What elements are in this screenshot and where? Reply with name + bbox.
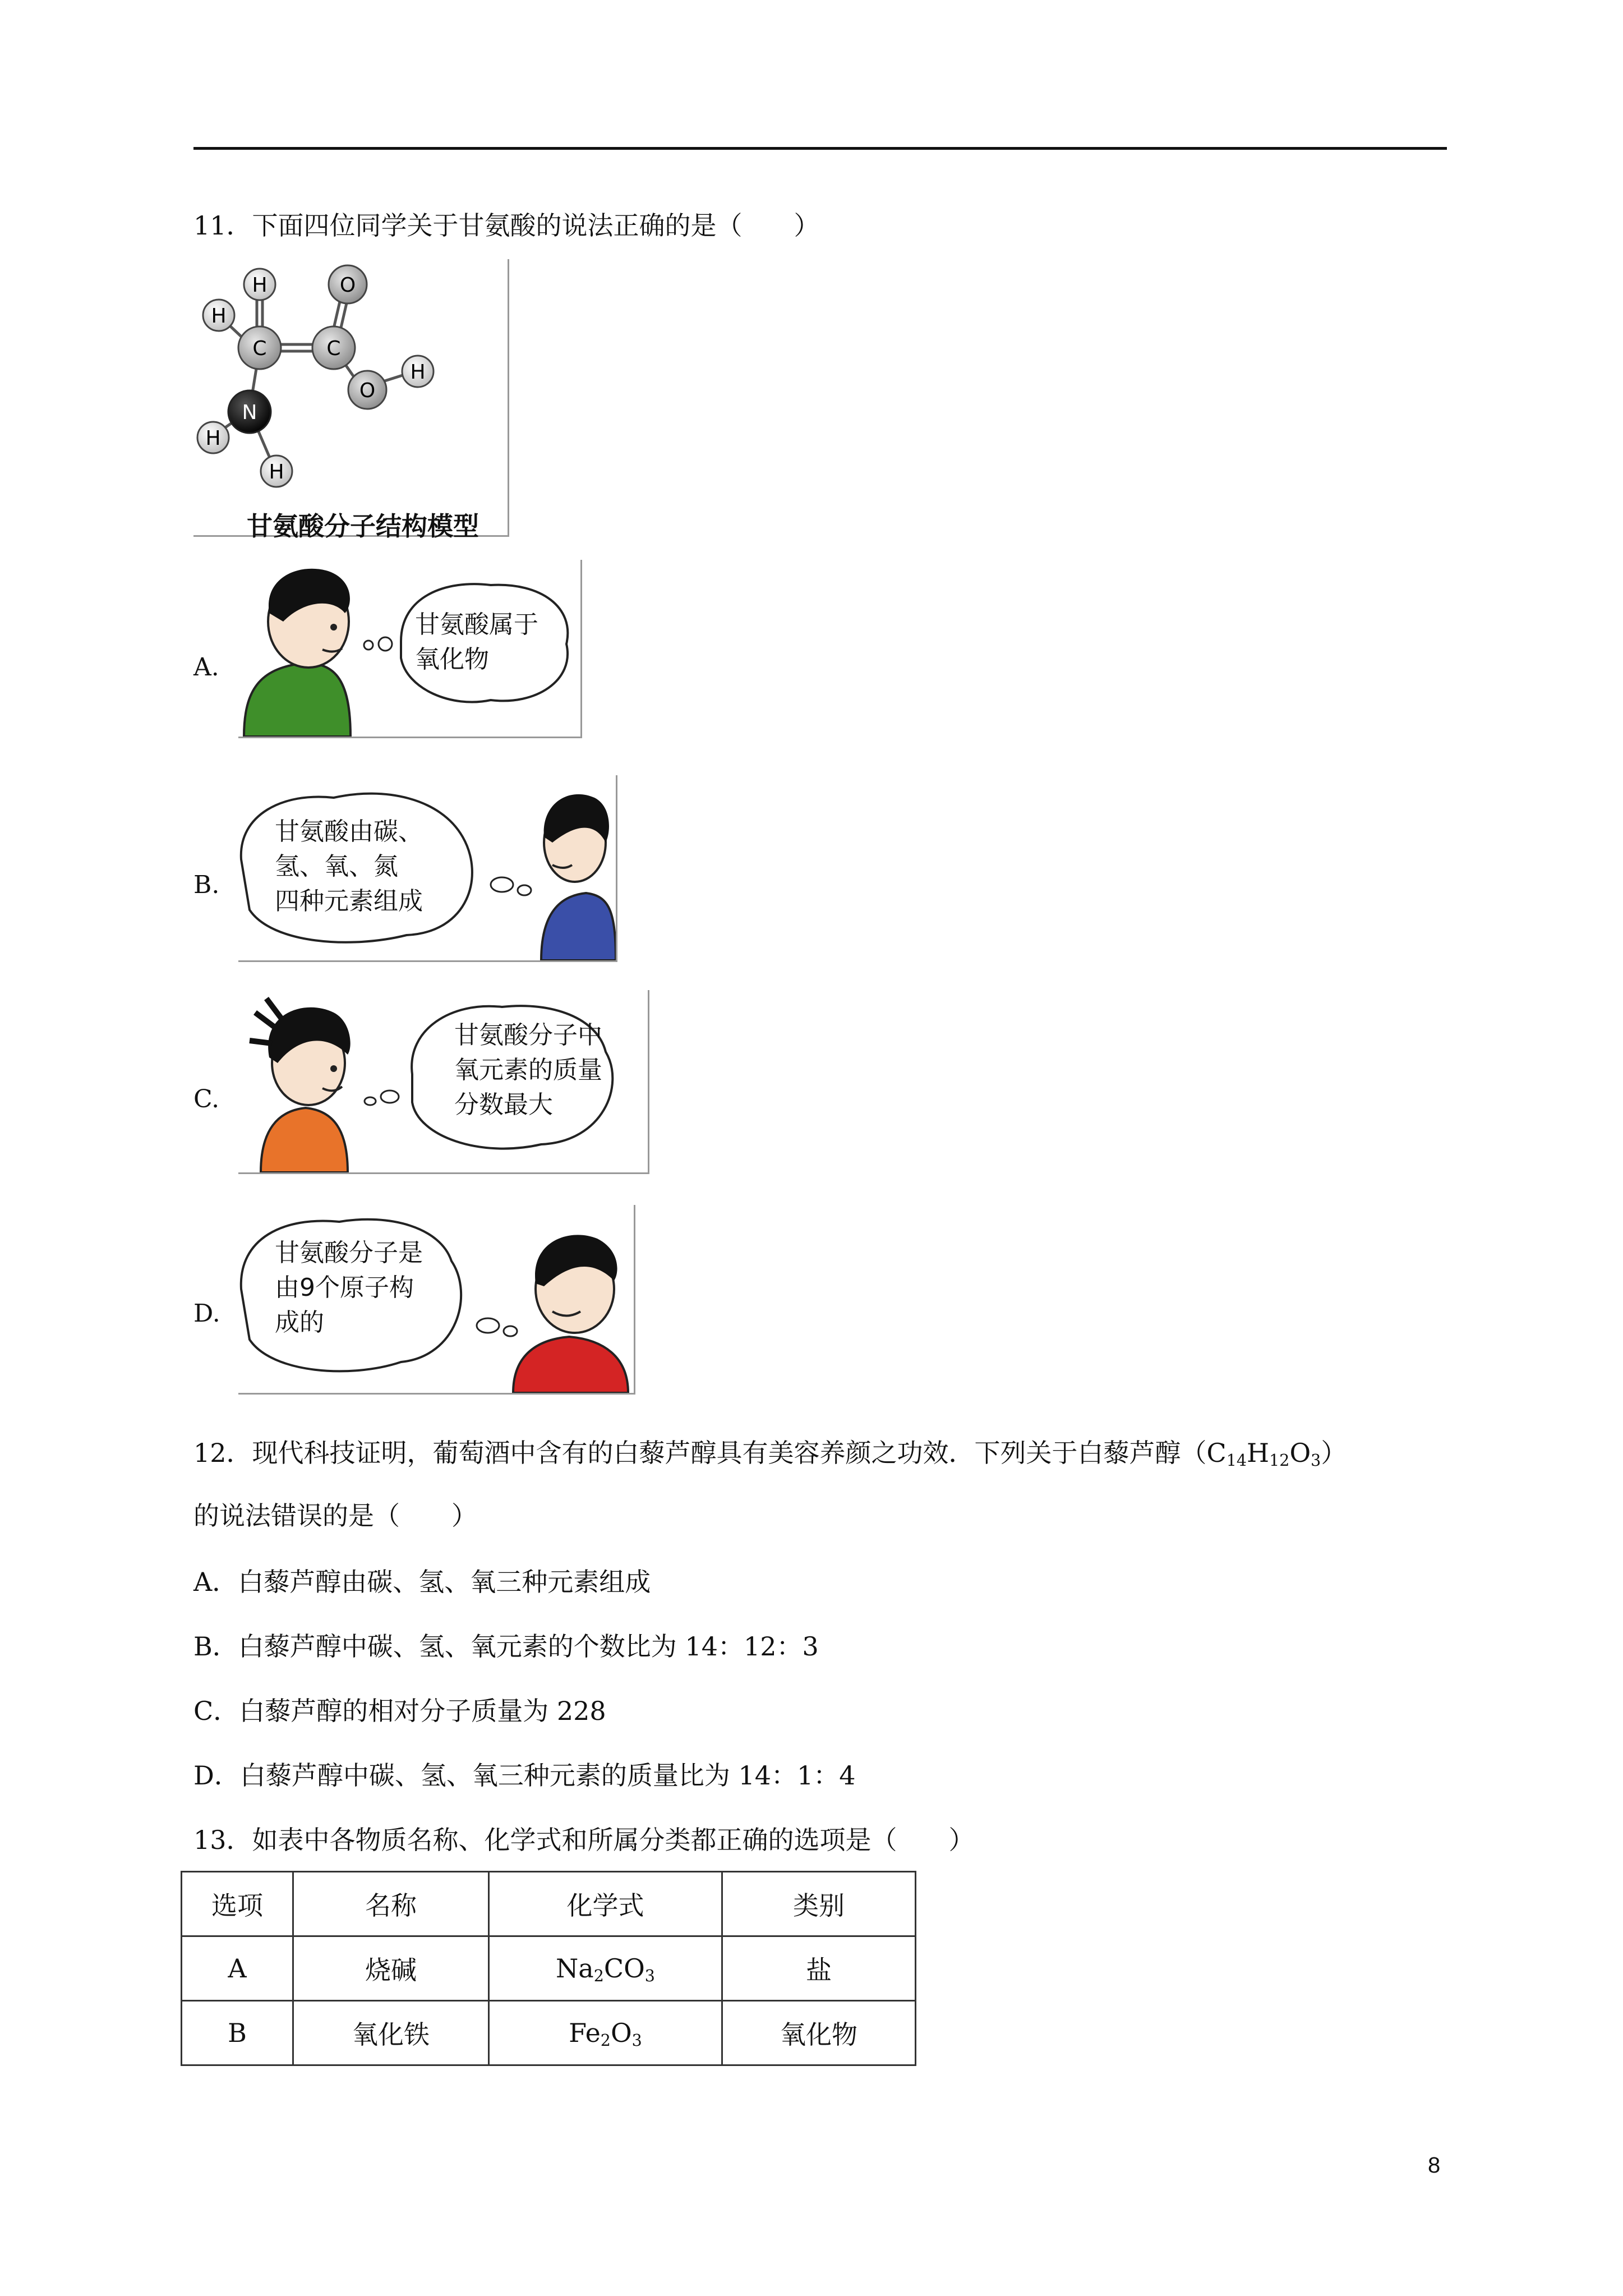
table-cell-category: 氧化物 bbox=[722, 2001, 916, 2065]
atom-label-h: H bbox=[211, 305, 227, 328]
q11-option-d-bubble: 甘氨酸分子是 由9个原子构 成的 bbox=[275, 1239, 423, 1337]
table-cell-option: A bbox=[182, 1936, 293, 2001]
page-number: 8 bbox=[1428, 2153, 1441, 2178]
q11-stem: 11．下面四位同学关于甘氨酸的说法正确的是（ ） bbox=[193, 210, 820, 241]
table-cell-name: 烧碱 bbox=[293, 1936, 489, 2001]
q12-option-a: A．白藜芦醇由碳、氢、氧三种元素组成 bbox=[193, 1567, 651, 1597]
q13-table bbox=[181, 1871, 916, 2066]
formula-sub: 3 bbox=[631, 2031, 642, 2050]
model-caption: 甘氨酸分子结构模型 bbox=[247, 511, 479, 541]
q12-formula-sub: 12 bbox=[1269, 1451, 1290, 1470]
q12-formula-element: O bbox=[1289, 1438, 1311, 1468]
q12-option-c: C．白藜芦醇的相对分子质量为 228 bbox=[193, 1696, 606, 1726]
formula-part: CO bbox=[603, 1953, 645, 1984]
formula-part: O bbox=[610, 2018, 632, 2048]
atom-label-h: H bbox=[205, 427, 221, 450]
table-header-row bbox=[182, 1872, 916, 1936]
atom-label-o: O bbox=[339, 274, 356, 297]
q11-option-b-figure bbox=[238, 775, 617, 962]
atom-label-c: C bbox=[252, 337, 267, 360]
glycine-model-figure bbox=[193, 259, 509, 541]
table-row bbox=[182, 1936, 916, 2001]
q12-formula-sub: 3 bbox=[1311, 1451, 1321, 1470]
q11-option-d-label: D. bbox=[193, 1299, 220, 1328]
q11-option-c-bubble: 甘氨酸分子中 氧元素的质量 分数最大 bbox=[454, 1021, 602, 1119]
table-header-cell: 化学式 bbox=[489, 1872, 722, 1936]
atom-label-h: H bbox=[410, 361, 426, 384]
atom-label-n: N bbox=[242, 401, 257, 424]
q12-formula-sub: 14 bbox=[1226, 1451, 1247, 1470]
q11-option-c-label: C. bbox=[193, 1085, 220, 1114]
q12-option-b: B．白藜芦醇中碳、氢、氧元素的个数比为 14：12：3 bbox=[193, 1631, 819, 1662]
q12-stem-text: 12．现代科技证明，葡萄酒中含有的白藜芦醇具有美容养颜之功效．下列关于白藜芦醇（C bbox=[193, 1438, 1227, 1468]
q12-formula-element: H bbox=[1247, 1438, 1270, 1468]
q13-stem: 13．如表中各物质名称、化学式和所属分类都正确的选项是（ ） bbox=[193, 1825, 975, 1855]
q11-option-a-figure bbox=[238, 560, 582, 738]
q11-option-b-label: B. bbox=[193, 871, 220, 899]
table-cell-option: B bbox=[182, 2001, 293, 2065]
q11-option-a-label: A. bbox=[193, 653, 219, 682]
glycine-molecule-diagram bbox=[193, 259, 508, 535]
table-header-cell: 选项 bbox=[182, 1872, 293, 1936]
formula-part: Fe bbox=[569, 2018, 601, 2048]
table-cell-name: 氧化铁 bbox=[293, 2001, 489, 2065]
formula-part: Na bbox=[556, 1953, 594, 1984]
formula-sub: 2 bbox=[600, 2031, 611, 2050]
atom-label-h: H bbox=[269, 461, 284, 484]
table-row bbox=[182, 2001, 916, 2065]
atom-label-h: H bbox=[252, 274, 268, 297]
atom-label-c: C bbox=[326, 337, 341, 360]
q11-option-c-figure bbox=[238, 990, 649, 1174]
header-rule bbox=[193, 147, 1447, 150]
q12-option-d: D．白藜芦醇中碳、氢、氧三种元素的质量比为 14：1：4 bbox=[193, 1760, 856, 1791]
formula-sub: 3 bbox=[644, 1967, 655, 1986]
table-header-cell: 类别 bbox=[722, 1872, 916, 1936]
q11-option-d-figure bbox=[238, 1205, 635, 1395]
atom-label-o: O bbox=[359, 379, 376, 402]
table-cell-formula bbox=[489, 1936, 722, 2001]
table-cell-category: 盐 bbox=[722, 1936, 916, 2001]
q11-option-a-bubble: 甘氨酸属于 氧化物 bbox=[415, 610, 538, 674]
q11-option-b-bubble: 甘氨酸由碳、 氢、氧、氮 四种元素组成 bbox=[275, 817, 423, 915]
formula-sub: 2 bbox=[593, 1967, 604, 1986]
table-cell-formula bbox=[489, 2001, 722, 2065]
q12-stem bbox=[193, 1436, 1347, 1470]
q12-stem-end: ） bbox=[1321, 1438, 1347, 1468]
q12-stem-line2: 的说法错误的是（ ） bbox=[193, 1501, 477, 1531]
table-header-cell: 名称 bbox=[293, 1872, 489, 1936]
